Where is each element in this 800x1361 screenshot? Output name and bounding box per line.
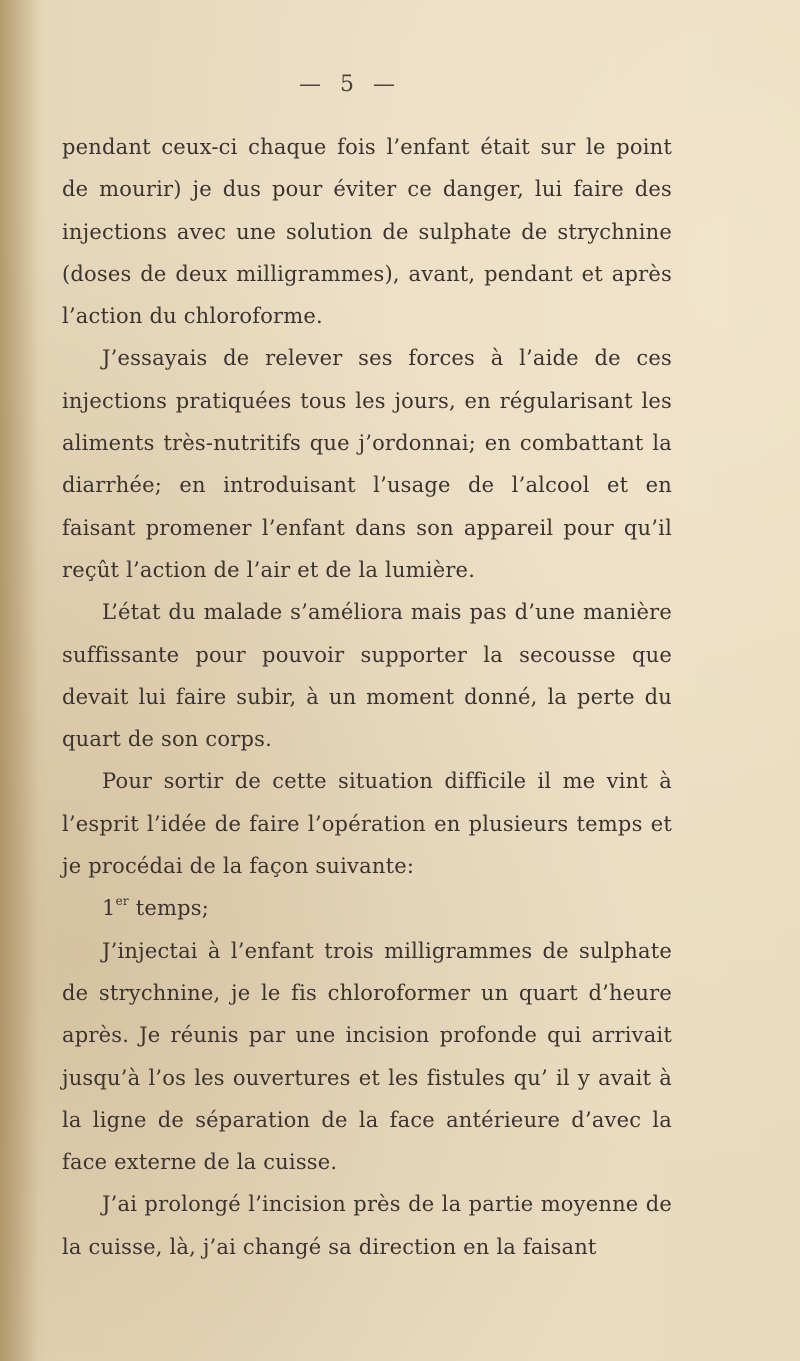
step-label: temps;	[135, 896, 209, 921]
step-ordinal: 1	[102, 896, 116, 921]
binding-shadow	[0, 0, 38, 1361]
paragraph-2: J’essayais de relever ses forces à l’aide de ces injections pratiquées tous les jours, en régularisant les aliments très-nutritifs que j’ordonnai; en combattant la diarrhée; en introduisant l’usage de l’alcool et en faisant promener l’enfant dans son appareil pour qu’il reçût l’action de l’air et de la lumière.	[62, 346, 672, 582]
paragraph-1: pendant ceux-ci chaque fois l’enfant était sur le point de mourir) je dus pour éviter ce danger, lui faire des injections avec une solution de sulphate de strychnine (doses de deux milligrammes), avant, pendant et après l’action du chloroforme.	[62, 135, 672, 329]
paragraph-5: J’injectai à l’enfant trois milligrammes de sulphate de strychnine, je le fis chloroformer un quart d’heure après. Je réunis par une incision profonde qui arrivait jusqu’à l’os les ouvertures et les fistules qu’ il y avait à la ligne de séparation de la face antérieure d’avec la face externe de la cuisse.	[62, 938, 672, 1175]
paragraph-6: J’ai prolongé l’incision près de la partie moyenne de la cuisse, là, j’ai changé sa direction en la faisant	[62, 1192, 672, 1259]
paragraph-4: Pour sortir de cette situation difficile il me vint à l’esprit l’idée de faire l’opération en plusieurs temps et je procédai de la façon suivante:	[62, 769, 672, 879]
paragraph-3: L’état du malade s’améliora mais pas d’une manière suffissante pour pouvoir supporter la secousse que devait lui faire subir, à un moment donné, la perte du quart de son corps.	[62, 600, 672, 752]
step-heading	[62, 887, 672, 929]
page-number: — 5 —	[299, 72, 401, 97]
body-text	[62, 126, 672, 1268]
step-ordinal-suffix: er	[115, 894, 129, 909]
